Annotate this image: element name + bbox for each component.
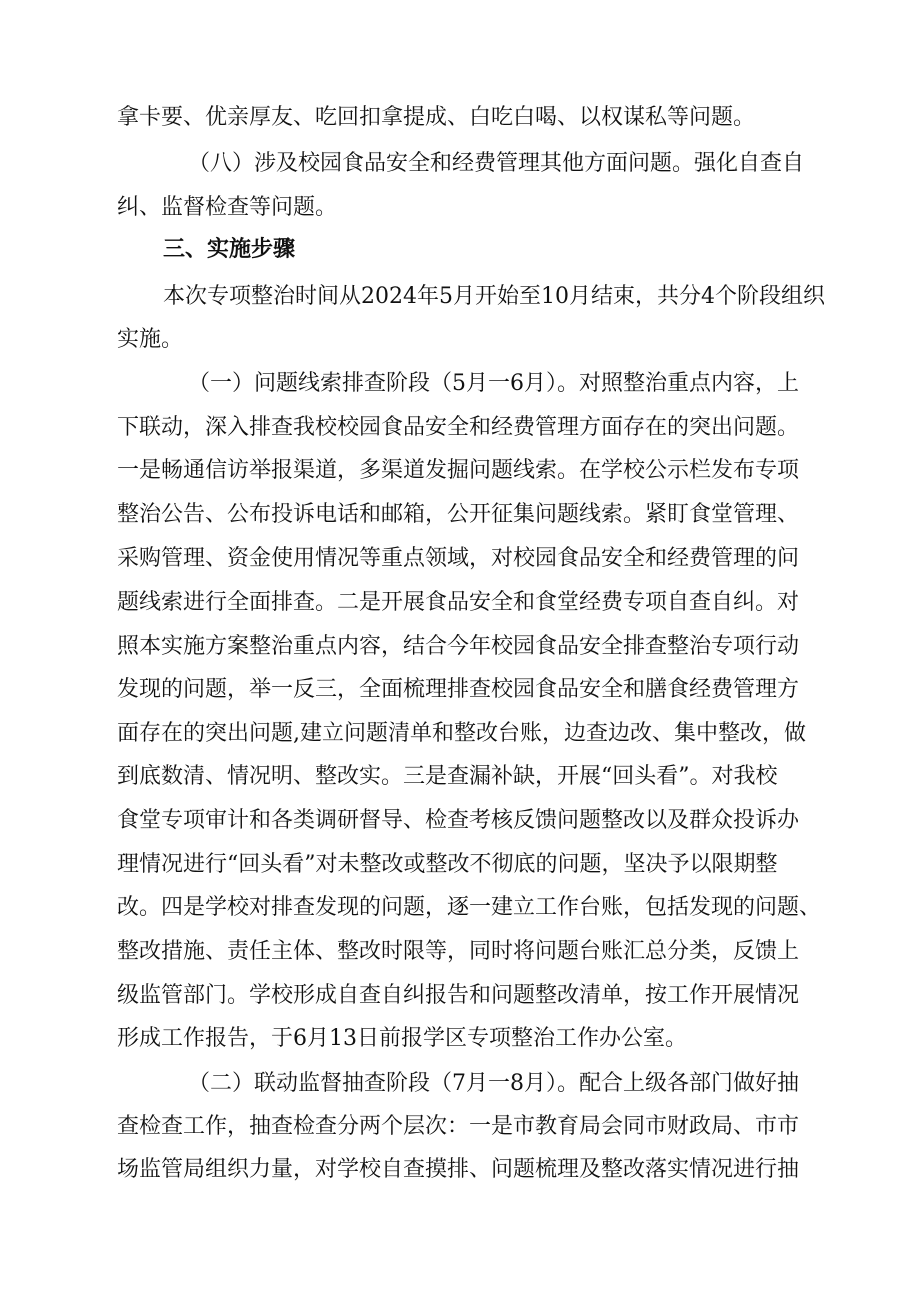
- text-line: 纠、监督检查等问题。: [117, 195, 338, 220]
- text-line: 拿卡要、优亲厚友、吃回扣拿提成、白吃白喝、以权谋私等问题。: [117, 105, 756, 130]
- text-line: 采购管理、资金使用情况等重点领域，对校园食品安全和经费管理的问: [117, 546, 800, 571]
- text-line: 面存在的突出问题,建立问题清单和整改台账，边查边改、集中整改，做: [117, 721, 806, 746]
- text-line: （二）联动监督抽查阶段（7月一8月）。配合上级各部门做好抽: [188, 1071, 799, 1096]
- text-line: 本次专项整治时间从2024年5月开始至10月结束，共分4个阶段组织: [163, 284, 825, 309]
- text-line: （一）问题线索排查阶段（5月一6月）。对照整治重点内容，上: [188, 371, 799, 396]
- text-line: （八）涉及校园食品安全和经费管理其他方面问题。强化自查自: [188, 151, 805, 176]
- text-line: 级监管部门。学校形成自查自纠报告和问题整改清单，按工作开展情况: [117, 983, 800, 1008]
- text-line: 整改措施、责任主体、整改时限等，同时将问题台账汇总分类，反馈上: [117, 939, 800, 964]
- text-line: 发现的问题，举一反三，全面梳理排查校园食品安全和膳食经费管理方: [117, 677, 800, 702]
- text-line: 食堂专项审计和各类调研督导、检查考核反馈问题整改以及群众投诉办: [117, 808, 800, 833]
- text-line: 一是畅通信访举报渠道，多渠道发掘问题线索。在学校公示栏发布专项: [117, 458, 800, 483]
- text-line: 形成工作报告，于6月13日前报学区专项整治工作办公室。: [117, 1026, 687, 1051]
- text-line: 照本实施方案整治重点内容，结合今年校园食品安全排查整治专项行动: [117, 634, 800, 659]
- text-line: 场监管局组织力量，对学校自查摸排、问题梳理及整改落实情况进行抽: [117, 1157, 800, 1182]
- text-line: 到底数清、情况明、整改实。三是查漏补缺，开展“回头看”。对我校: [117, 764, 778, 789]
- text-line: 题线索进行全面排查。二是开展食品安全和食堂经费专项自查自纠。对: [117, 590, 800, 615]
- text-line: 整治公告、公布投诉电话和邮箱，公开征集问题线索。紧盯食堂管理、: [117, 502, 800, 527]
- text-line: 改。四是学校对排查发现的问题，逐一建立工作台账，包括发现的问题、: [117, 895, 822, 920]
- section-heading: 三、实施步骤: [163, 237, 296, 262]
- text-line: 下联动，深入排查我校校园食品安全和经费管理方面存在的突出问题。: [117, 415, 800, 440]
- text-line: 理情况进行“回头看”对未整改或整改不彻底的问题，坚决予以限期整: [117, 852, 778, 877]
- text-line: 查检查工作，抽查检查分两个层次：一是市教育局会同市财政局、市市: [117, 1114, 800, 1139]
- text-line: 实施。: [117, 327, 184, 352]
